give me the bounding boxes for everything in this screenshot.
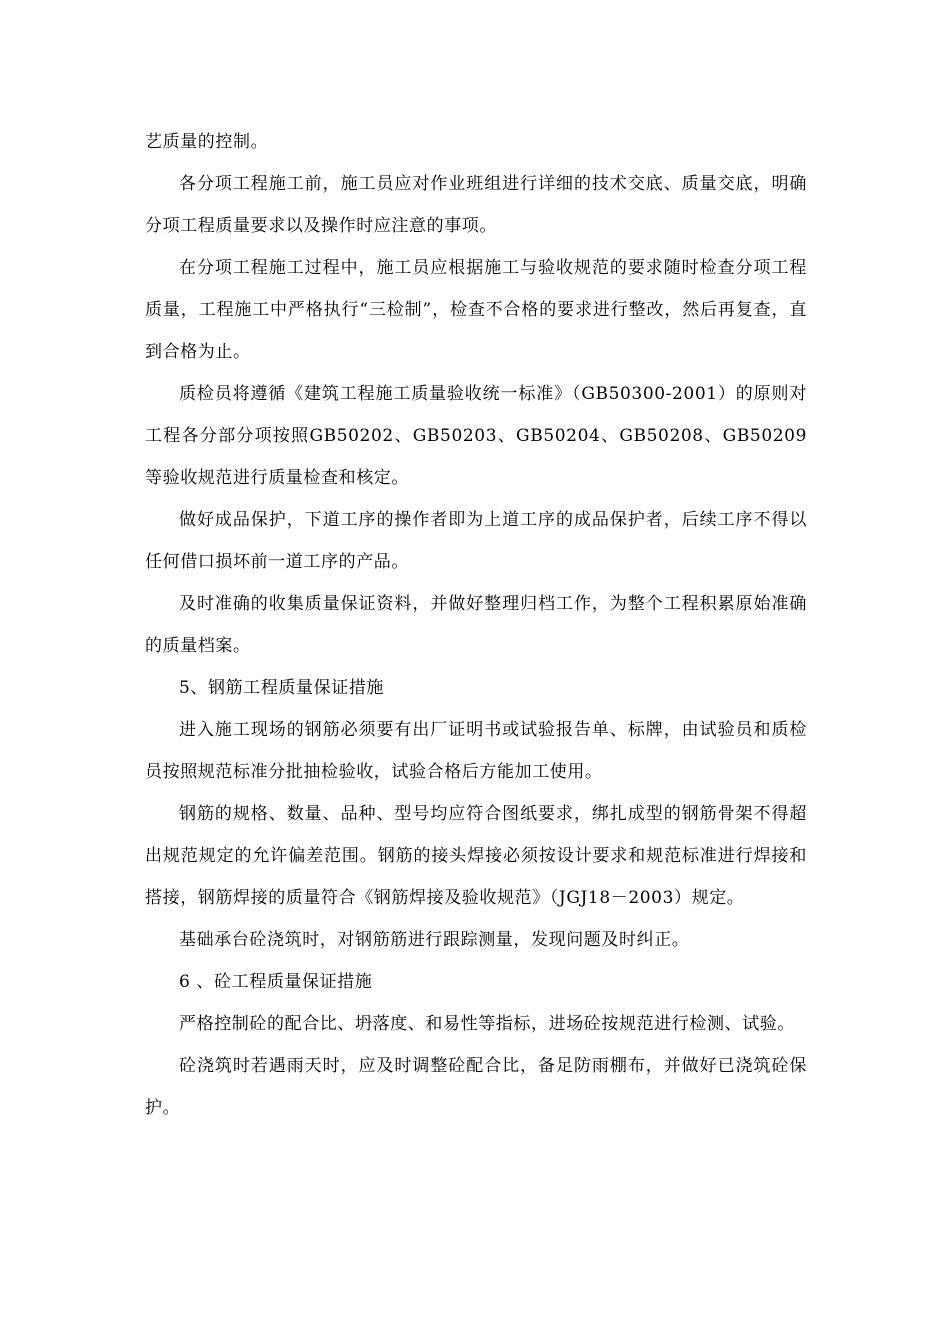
paragraph-technical-briefing: 各分项工程施工前，施工员应对作业班组进行详细的技术交底、质量交底，明确分项工程质量要求以及操作时应注意的事项。	[145, 174, 807, 236]
paragraph-quality-standards: 质检员将遵循《建筑工程施工质量验收统一标准》（GB50300-2001）的原则对工程各分部分项按照GB50202、GB50203、GB50204、GB50208、GB50209等验收规范进行质量检查和核定。	[145, 384, 807, 488]
document-body	[145, 121, 807, 1129]
paragraph-inspection-process: 在分项工程施工过程中，施工员应根据施工与验收规范的要求随时检查分项工程质量，工程施工中严格执行“三检制”，检查不合格的要求进行整改，然后再复查，直到合格为止。	[145, 258, 807, 362]
section-heading-rebar: 5、钢筋工程质量保证措施	[179, 678, 385, 698]
paragraph-concrete-mix: 严格控制砼的配合比、坍落度、和易性等指标，进场砼按规范进行检测、试验。	[179, 1014, 795, 1034]
paragraph-continuation: 艺质量的控制。	[145, 132, 269, 152]
paragraph-product-protection: 做好成品保护，下道工序的操作者即为上道工序的成品保护者，后续工序不得以任何借口损坏前一道工序的产品。	[145, 510, 807, 572]
paragraph-rebar-inspection: 进入施工现场的钢筋必须要有出厂证明书或试验报告单、标牌，由试验员和质检员按照规范标准分批抽检验收，试验合格后方能加工使用。	[145, 720, 807, 782]
paragraph-concrete-rain: 砼浇筑时若遇雨天时，应及时调整砼配合比，备足防雨棚布，并做好已浇筑砼保护。	[145, 1056, 807, 1118]
paragraph-rebar-tracking: 基础承台砼浇筑时，对钢筋筋进行跟踪测量，发现问题及时纠正。	[179, 930, 690, 950]
paragraph-rebar-specs: 钢筋的规格、数量、品种、型号均应符合图纸要求，绑扎成型的钢筋骨架不得超出规范规定的允许偏差范围。钢筋的接头焊接必须按设计要求和规范标准进行焊接和搭接，钢筋焊接的质量符合《钢筋焊接及验收规范》（JGJ18－2003）规定。	[145, 804, 807, 908]
section-heading-concrete: 6 、砼工程质量保证措施	[179, 972, 373, 992]
paragraph-quality-records: 及时准确的收集质量保证资料，并做好整理归档工作，为整个工程积累原始准确的质量档案。	[145, 594, 807, 656]
